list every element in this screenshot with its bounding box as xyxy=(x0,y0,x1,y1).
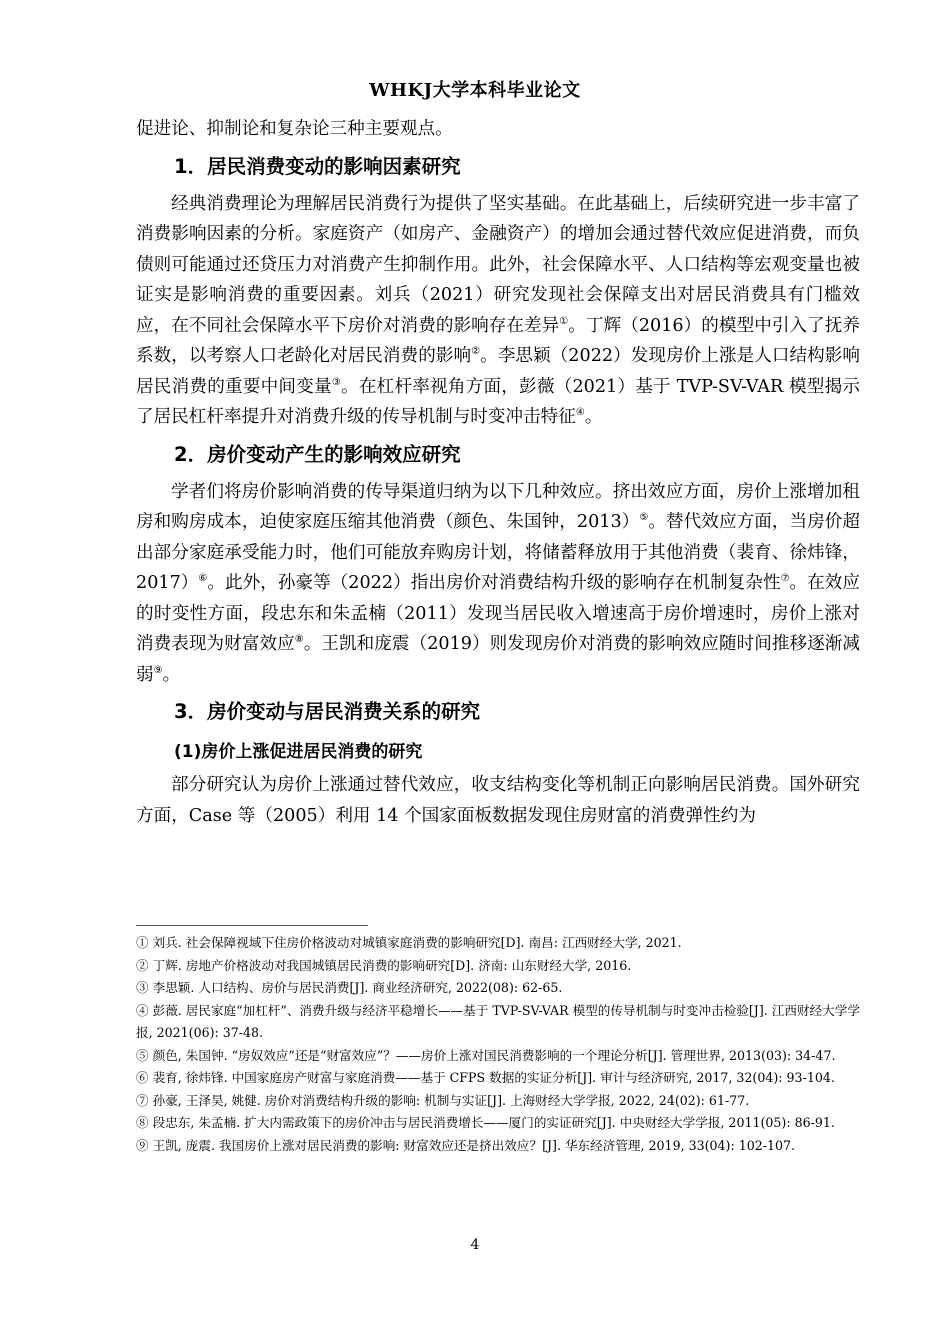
footnote-item: ③ 李思颖. 人口结构、房价与居民消费[J]. 商业经济研究, 2022(08): 62-65. xyxy=(136,980,563,995)
section-2-heading: 2．房价变动产生的影响效应研究 xyxy=(174,442,461,466)
page-number: 4 xyxy=(470,1237,480,1253)
footnote-separator xyxy=(136,925,368,926)
footnotes xyxy=(136,932,862,1157)
footnote-item: ⑤ 颜色, 朱国钟. “房奴效应”还是“财富效应”？——房价上涨对国民消费影响的一个理论分析[J]. 管理世界, 2013(03): 34-47. xyxy=(136,1047,836,1063)
section-2-paragraph: 学者们将房价影响消费的传导渠道归纳为以下几种效应。挤出效应方面，房价上涨增加租房和购房成本，迫使家庭压缩其他消费（颜色、朱国钟，2013）⑤。替代效应方面，当房价超出部分家庭承受能力时，他们可能放弃购房计划，将储蓄释放用于其他消费（裴育、徐炜锋，2017）⑥。此外，孙豪等（2022）指出房价对消费结构升级的影响存在机制复杂性⑦。在效应的时变性方面，段忠东和朱孟楠（2011）发现当居民收入增速高于房价增速时，房价上涨对消费表现为财富效应⑧。王凯和庞震（2019）则发现房价对消费的影响效应随时间推移逐渐减弱⑨。 xyxy=(136,481,860,685)
footnote-item: ② 丁辉. 房地产价格波动对我国城镇居民消费的影响研究[D]. 济南: 山东财经大学, 2016. xyxy=(136,957,632,973)
footnote-marker-7[interactable]: ⑦ xyxy=(780,573,790,584)
footnote-marker-3[interactable]: ③ xyxy=(331,376,342,388)
footnote-marker-1[interactable]: ① xyxy=(559,315,569,327)
section-3-heading: 3．房价变动与居民消费关系的研究 xyxy=(174,700,481,723)
section-3-subheading: (1)房价上涨促进居民消费的研究 xyxy=(174,742,423,762)
footnote-item: ⑦ 孙豪, 王泽昊, 姚健. 房价对消费结构升级的影响: 机制与实证[J]. 上海财经大学学报, 2022, 24(02): 61-77. xyxy=(136,1092,750,1108)
running-header: WHKJ大学本科毕业论文 xyxy=(369,80,581,101)
footnote-item: ⑥ 裴育, 徐炜锋. 中国家庭房产财富与家庭消费——基于 CFPS 数据的实证分析[J]. 审计与经济研究, 2017, 32(04): 93-104. xyxy=(136,1070,835,1085)
footnote-marker-6[interactable]: ⑥ xyxy=(198,573,208,584)
footnote-marker-5[interactable]: ⑤ xyxy=(639,512,649,523)
footnote-item: ④ 彭薇. 居民家庭“加杠杆”、消费升级与经济平稳增长——基于 TVP-SV-VAR 模型的传导机制与时变冲击检验[J]. 江西财经大学学报, 2021(06): 37-48. xyxy=(136,1002,860,1040)
main-text xyxy=(136,114,860,831)
footnote-item: ⑨ 王凯, 庞震. 我国房价上涨对居民消费的影响: 财富效应还是挤出效应？[J]. 华东经济管理, 2019, 33(04): 102-107. xyxy=(136,1137,796,1153)
footnote-marker-2[interactable]: ② xyxy=(471,346,481,357)
footnote-item: ① 刘兵. 社会保障视域下住房价格波动对城镇家庭消费的影响研究[D]. 南昌: 江西财经大学, 2021. xyxy=(136,935,682,950)
intro-line: 促进论、抑制论和复杂论三种主要观点。 xyxy=(136,119,453,139)
footnote-marker-8[interactable]: ⑧ xyxy=(294,634,304,645)
section-1-paragraph: 经典消费理论为理解居民消费行为提供了坚实基础。在此基础上，后续研究进一步丰富了消费影响因素的分析。家庭资产（如房产、金融资产）的增加会通过替代效应促进消费，而负债则可能通过还贷压力对消费产生抑制作用。此外，社会保障水平、人口结构等宏观变量也被证实是影响消费的重要因素。刘兵（2021）研究发现社会保障支出对居民消费具有门槛效应，在不同社会保障水平下房价对消费的影响存在差异①。丁辉（2016）的模型中引入了抚养系数，以考察人口老龄化对居民消费的影响②。李思颖（2022）发现房价上涨是人口结构影响居民消费的重要中间变量③。在杠杆率视角方面，彭薇（2021）基于 TVP-SV-VAR 模型揭示了居民杠杆率提升对消费升级的传导机制与时变冲击特征④。 xyxy=(136,193,860,427)
section-3-paragraph: 部分研究认为房价上涨通过替代效应，收支结构变化等机制正向影响居民消费。国外研究方面，Case 等（2005）利用 14 个国家面板数据发现住房财富的消费弹性约为 xyxy=(136,775,860,826)
footnote-item: ⑧ 段忠东, 朱孟楠. 扩大内需政策下的房价冲击与居民消费增长——厦门的实证研究[J]. 中央财经大学学报, 2011(05): 86-91. xyxy=(136,1115,835,1130)
footnote-marker-9[interactable]: ⑨ xyxy=(153,664,163,676)
section-1-heading: 1．居民消费变动的影响因素研究 xyxy=(174,154,461,178)
footnote-marker-4[interactable]: ④ xyxy=(575,407,585,418)
